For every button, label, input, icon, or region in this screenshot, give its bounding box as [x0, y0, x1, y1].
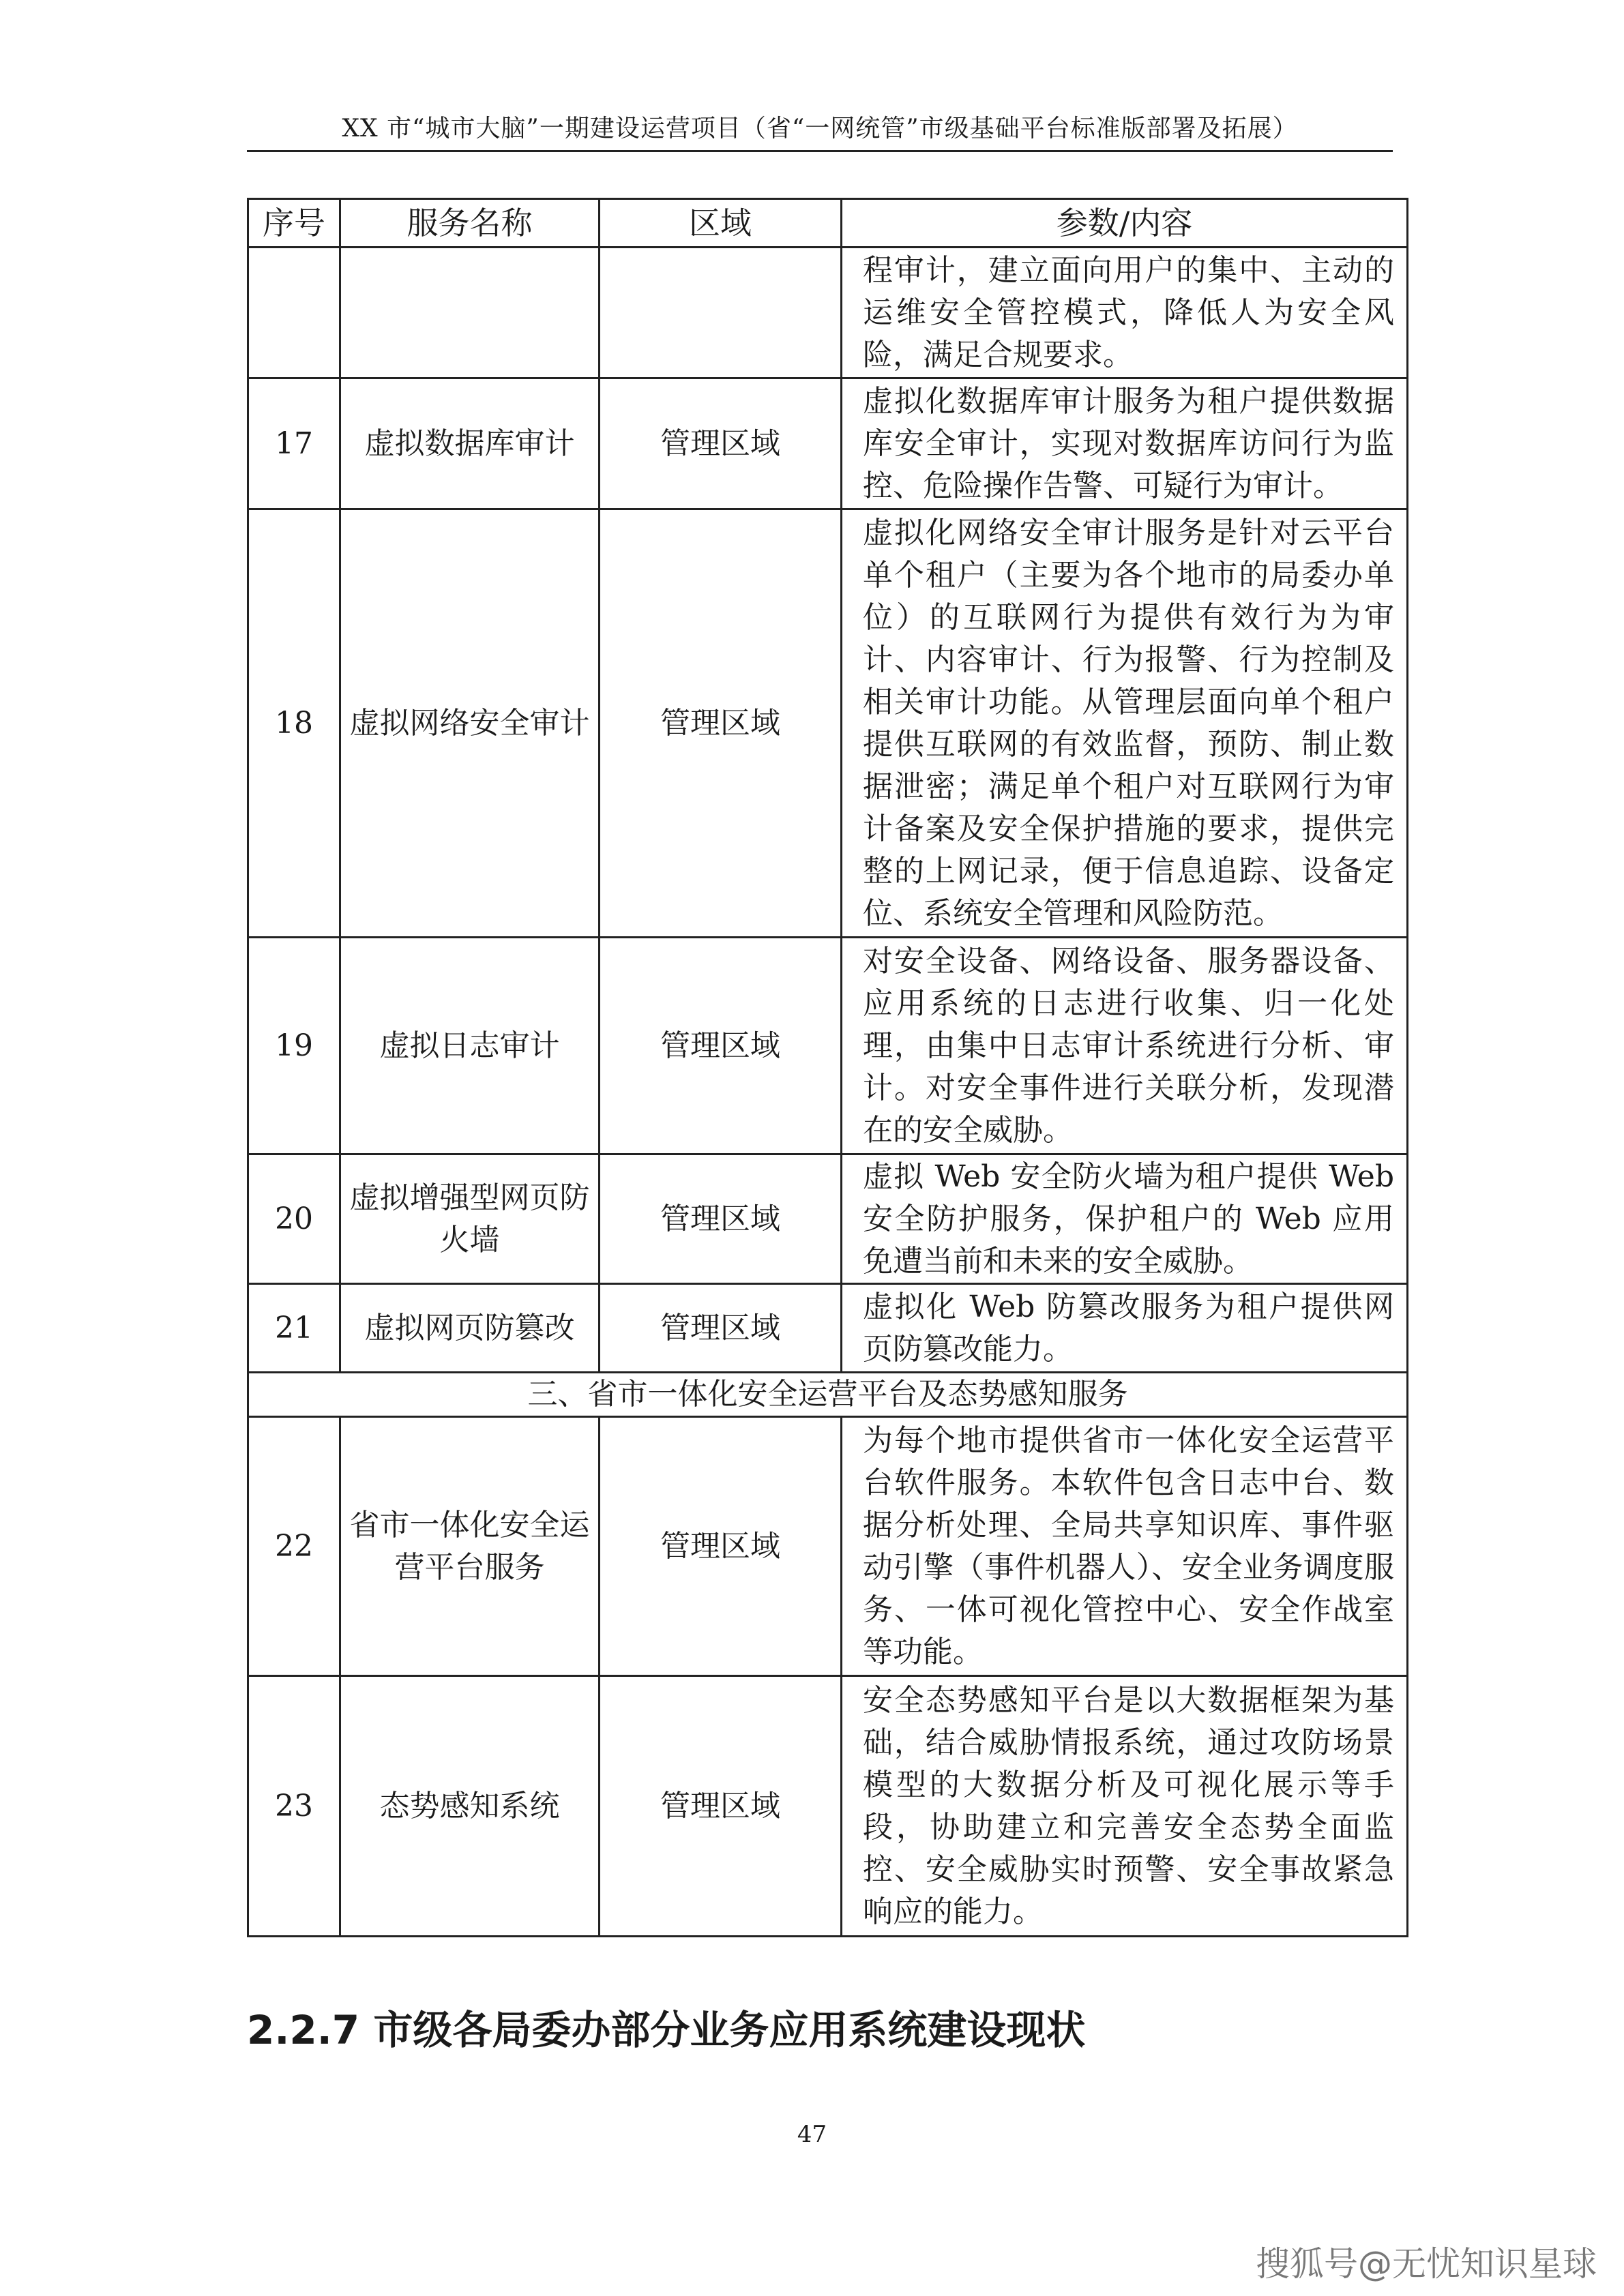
row-number: 19 [248, 938, 340, 1154]
service-name: 虚拟网页防篡改 [340, 1284, 600, 1373]
table-row [248, 509, 1408, 938]
row-number: 17 [248, 378, 340, 509]
row-number: 20 [248, 1154, 340, 1284]
section-row [248, 1373, 1408, 1417]
service-content: 虚拟化网络安全审计服务是针对云平台单个租户（主要为各个地市的局委办单位）的互联网行为提供有效行为为审计、内容审计、行为报警、行为控制及相关审计功能。从管理层面向单个租户提供互联网的有效监督，预防、制止数据泄密；满足单个租户对互联网行为审计备案及安全保护措施的要求，提供完整的上网记录，便于信息追踪、设备定位、系统安全管理和风险防范。 [842, 509, 1408, 938]
column-header-area: 区域 [600, 199, 842, 248]
column-header-content: 参数/内容 [842, 199, 1408, 248]
service-area: 管理区域 [600, 1284, 842, 1373]
service-area: 管理区域 [600, 1417, 842, 1676]
service-name: 虚拟增强型网页防火墙 [340, 1154, 600, 1284]
service-area: 管理区域 [600, 938, 842, 1154]
subsection-heading: 2.2.7 市级各局委办部分业务应用系统建设现状 [247, 2007, 1086, 2053]
row-number: 22 [248, 1417, 340, 1676]
row-number: 23 [248, 1676, 340, 1937]
service-name: 虚拟日志审计 [340, 938, 600, 1154]
row-number: 18 [248, 509, 340, 938]
row-number: 21 [248, 1284, 340, 1373]
table-row [248, 1676, 1408, 1937]
service-area: 管理区域 [600, 1676, 842, 1937]
page-number: 47 [797, 2121, 827, 2148]
service-area: 管理区域 [600, 1154, 842, 1284]
service-content: 虚拟化 Web 防篡改服务为租户提供网页防篡改能力。 [842, 1284, 1408, 1373]
service-name [340, 248, 600, 378]
watermark: 搜狐号@无忧知识星球 [1256, 2244, 1597, 2284]
service-content: 程审计，建立面向用户的集中、主动的运维安全管控模式，降低人为安全风险，满足合规要求。 [842, 248, 1408, 378]
service-content: 对安全设备、网络设备、服务器设备、应用系统的日志进行收集、归一化处理，由集中日志审计系统进行分析、审计。对安全事件进行关联分析，发现潜在的安全威胁。 [842, 938, 1408, 1154]
header-rule [247, 150, 1393, 152]
section-label: 三、省市一体化安全运营平台及态势感知服务 [248, 1373, 1408, 1417]
service-content: 安全态势感知平台是以大数据框架为基础，结合威胁情报系统，通过攻防场景模型的大数据分析及可视化展示等手段，协助建立和完善安全态势全面监控、安全威胁实时预警、安全事故紧急响应的能力。 [842, 1676, 1408, 1937]
service-area: 管理区域 [600, 509, 842, 938]
column-header-name: 服务名称 [340, 199, 600, 248]
row-number [248, 248, 340, 378]
service-name: 态势感知系统 [340, 1676, 600, 1937]
service-name: 虚拟数据库审计 [340, 378, 600, 509]
column-header-no: 序号 [248, 199, 340, 248]
services-table [247, 198, 1408, 1937]
service-area: 管理区域 [600, 378, 842, 509]
service-name: 省市一体化安全运营平台服务 [340, 1417, 600, 1676]
table-row [248, 378, 1408, 509]
running-header: XX 市“城市大脑”一期建设运营项目（省“一网统管”市级基础平台标准版部署及拓展） [342, 115, 1298, 143]
service-content: 为每个地市提供省市一体化安全运营平台软件服务。本软件包含日志中台、数据分析处理、全局共享知识库、事件驱动引擎（事件机器人）、安全业务调度服务、一体可视化管控中心、安全作战室等功能。 [842, 1417, 1408, 1676]
table-row [248, 1417, 1408, 1676]
service-name: 虚拟网络安全审计 [340, 509, 600, 938]
table-row [248, 1284, 1408, 1373]
table-row [248, 938, 1408, 1154]
service-content: 虚拟化数据库审计服务为租户提供数据库安全审计，实现对数据库访问行为监控、危险操作告警、可疑行为审计。 [842, 378, 1408, 509]
service-area [600, 248, 842, 378]
table-row [248, 248, 1408, 378]
table-row [248, 1154, 1408, 1284]
service-content: 虚拟 Web 安全防火墙为租户提供 Web 安全防护服务，保护租户的 Web 应用免遭当前和未来的安全威胁。 [842, 1154, 1408, 1284]
table-header-row [248, 199, 1408, 248]
